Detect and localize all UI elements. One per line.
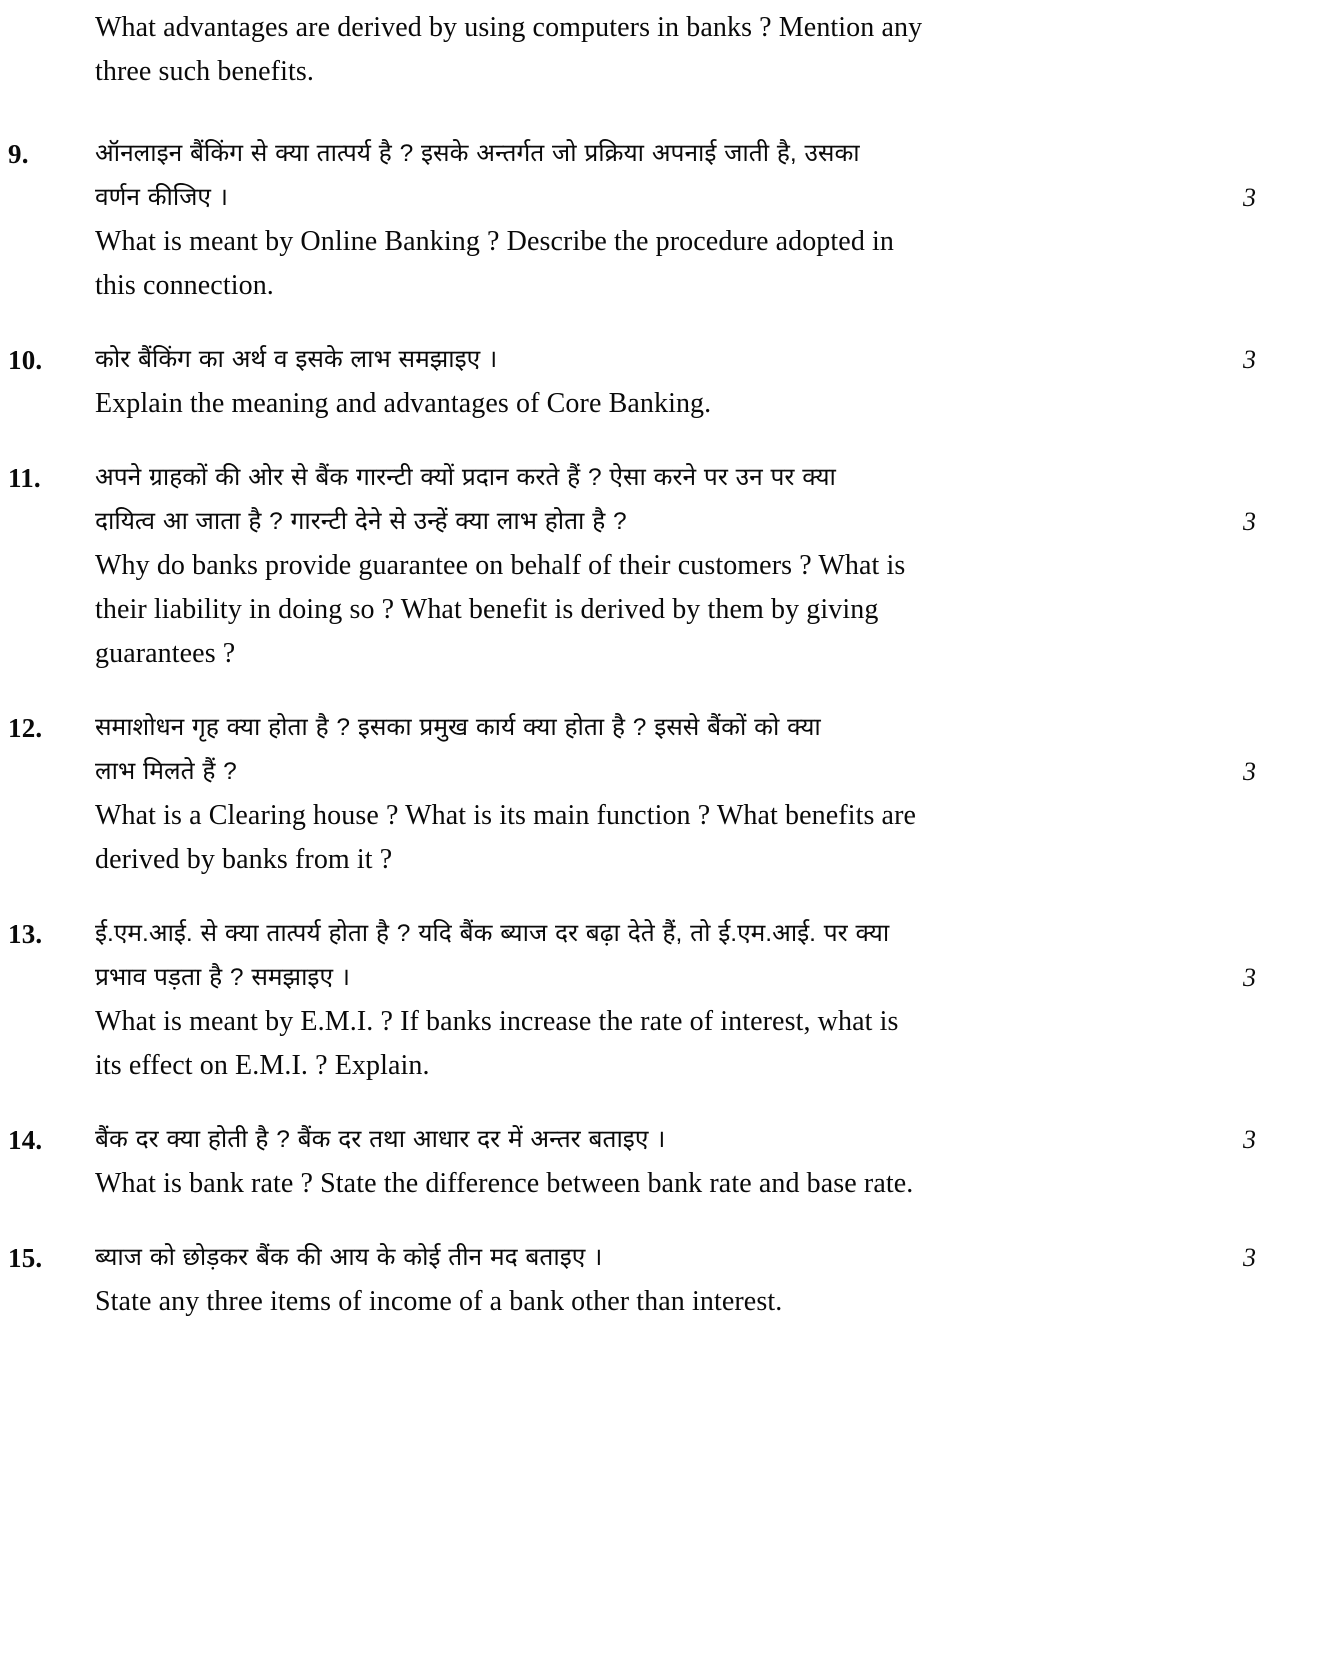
question-number: 14. [8,1125,43,1155]
spacer [0,94,1323,132]
spacer [0,676,1323,706]
question-number: 13. [8,919,43,949]
continued-english-line-1: What advantages are derived by using computers in banks ? Mention any [95,12,923,43]
spacer [0,882,1323,912]
question-hindi-line-1: समाशोधन गृह क्या होता है ? इसका प्रमुख कार्य क्या होता है ? इससे बैंकों को क्या [95,714,821,741]
question-english-line-2: their liability in doing so ? What benefit is derived by them by giving [95,594,879,625]
question-item-10 [0,338,1323,426]
cropped-glyph-sliver [300,0,340,3]
question-hindi-line-2: लाभ मिलते हैं ? [95,758,237,785]
question-hindi-line-2: दायित्व आ जाता है ? गारन्टी देने से उन्हें क्या लाभ होता है ? [95,508,627,535]
question-english-line-1: What is meant by E.M.I. ? If banks increase the rate of interest, what is [95,1006,899,1037]
question-english-line-1: Why do banks provide guarantee on behalf of their customers ? What is [95,550,906,581]
question-hindi-line-2: प्रभाव पड़ता है ? समझाइए । [95,964,351,991]
question-number: 12. [8,713,43,743]
question-marks: 3 [1243,1243,1256,1272]
question-hindi-line-1: ऑनलाइन बैंकिंग से क्या तात्पर्य है ? इसके अन्तर्गत जो प्रक्रिया अपनाई जाती है, उसका [95,140,860,167]
question-hindi-line-1: ई.एम.आई. से क्या तात्पर्य होता है ? यदि बैंक ब्याज दर बढ़ा देते हैं, तो ई.एम.आई. पर क्या [95,920,890,947]
question-english-line-2: this connection. [95,270,274,301]
question-number: 9. [8,139,29,169]
continued-english-line-2: three such benefits. [95,56,314,87]
spacer [0,1088,1323,1118]
question-item-11 [0,456,1323,676]
question-marks: 3 [1243,963,1256,992]
question-marks: 3 [1243,183,1256,212]
question-number: 15. [8,1243,43,1273]
question-hindi-line-2: वर्णन कीजिए । [95,184,229,211]
question-number: 10. [8,345,43,375]
question-item-12 [0,706,1323,882]
spacer [0,1206,1323,1236]
question-number: 11. [8,463,41,493]
spacer [0,308,1323,338]
question-english-line-2: derived by banks from it ? [95,844,393,875]
question-english-line-1: What is bank rate ? State the difference between bank rate and base rate. [95,1168,914,1199]
question-marks: 3 [1243,1125,1256,1154]
question-item-15 [0,1236,1323,1324]
question-english-line-3: guarantees ? [95,638,236,669]
continued-question-text [0,6,1323,94]
question-english-line-1: State any three items of income of a bank other than interest. [95,1286,783,1317]
question-marks: 3 [1243,345,1256,374]
question-english-line-1: Explain the meaning and advantages of Core Banking. [95,388,712,419]
question-hindi-line-1: ब्याज को छोड़कर बैंक की आय के कोई तीन मद बताइए । [95,1244,603,1271]
question-item-14 [0,1118,1323,1206]
question-marks: 3 [1243,507,1256,536]
question-item-9 [0,132,1323,308]
question-english-line-1: What is meant by Online Banking ? Describe the procedure adopted in [95,226,894,257]
question-hindi-line-1: बैंक दर क्या होती है ? बैंक दर तथा आधार दर में अन्तर बताइए । [95,1126,666,1153]
question-english-line-2: its effect on E.M.I. ? Explain. [95,1050,430,1081]
spacer [0,426,1323,456]
question-hindi-line-1: अपने ग्राहकों की ओर से बैंक गारन्टी क्यों प्रदान करते हैं ? ऐसा करने पर उन पर क्या [95,464,836,491]
question-marks: 3 [1243,757,1256,786]
question-hindi-line-1: कोर बैंकिंग का अर्थ व इसके लाभ समझाइए । [95,346,498,373]
question-item-13 [0,912,1323,1088]
question-english-line-1: What is a Clearing house ? What is its main function ? What benefits are [95,800,917,831]
